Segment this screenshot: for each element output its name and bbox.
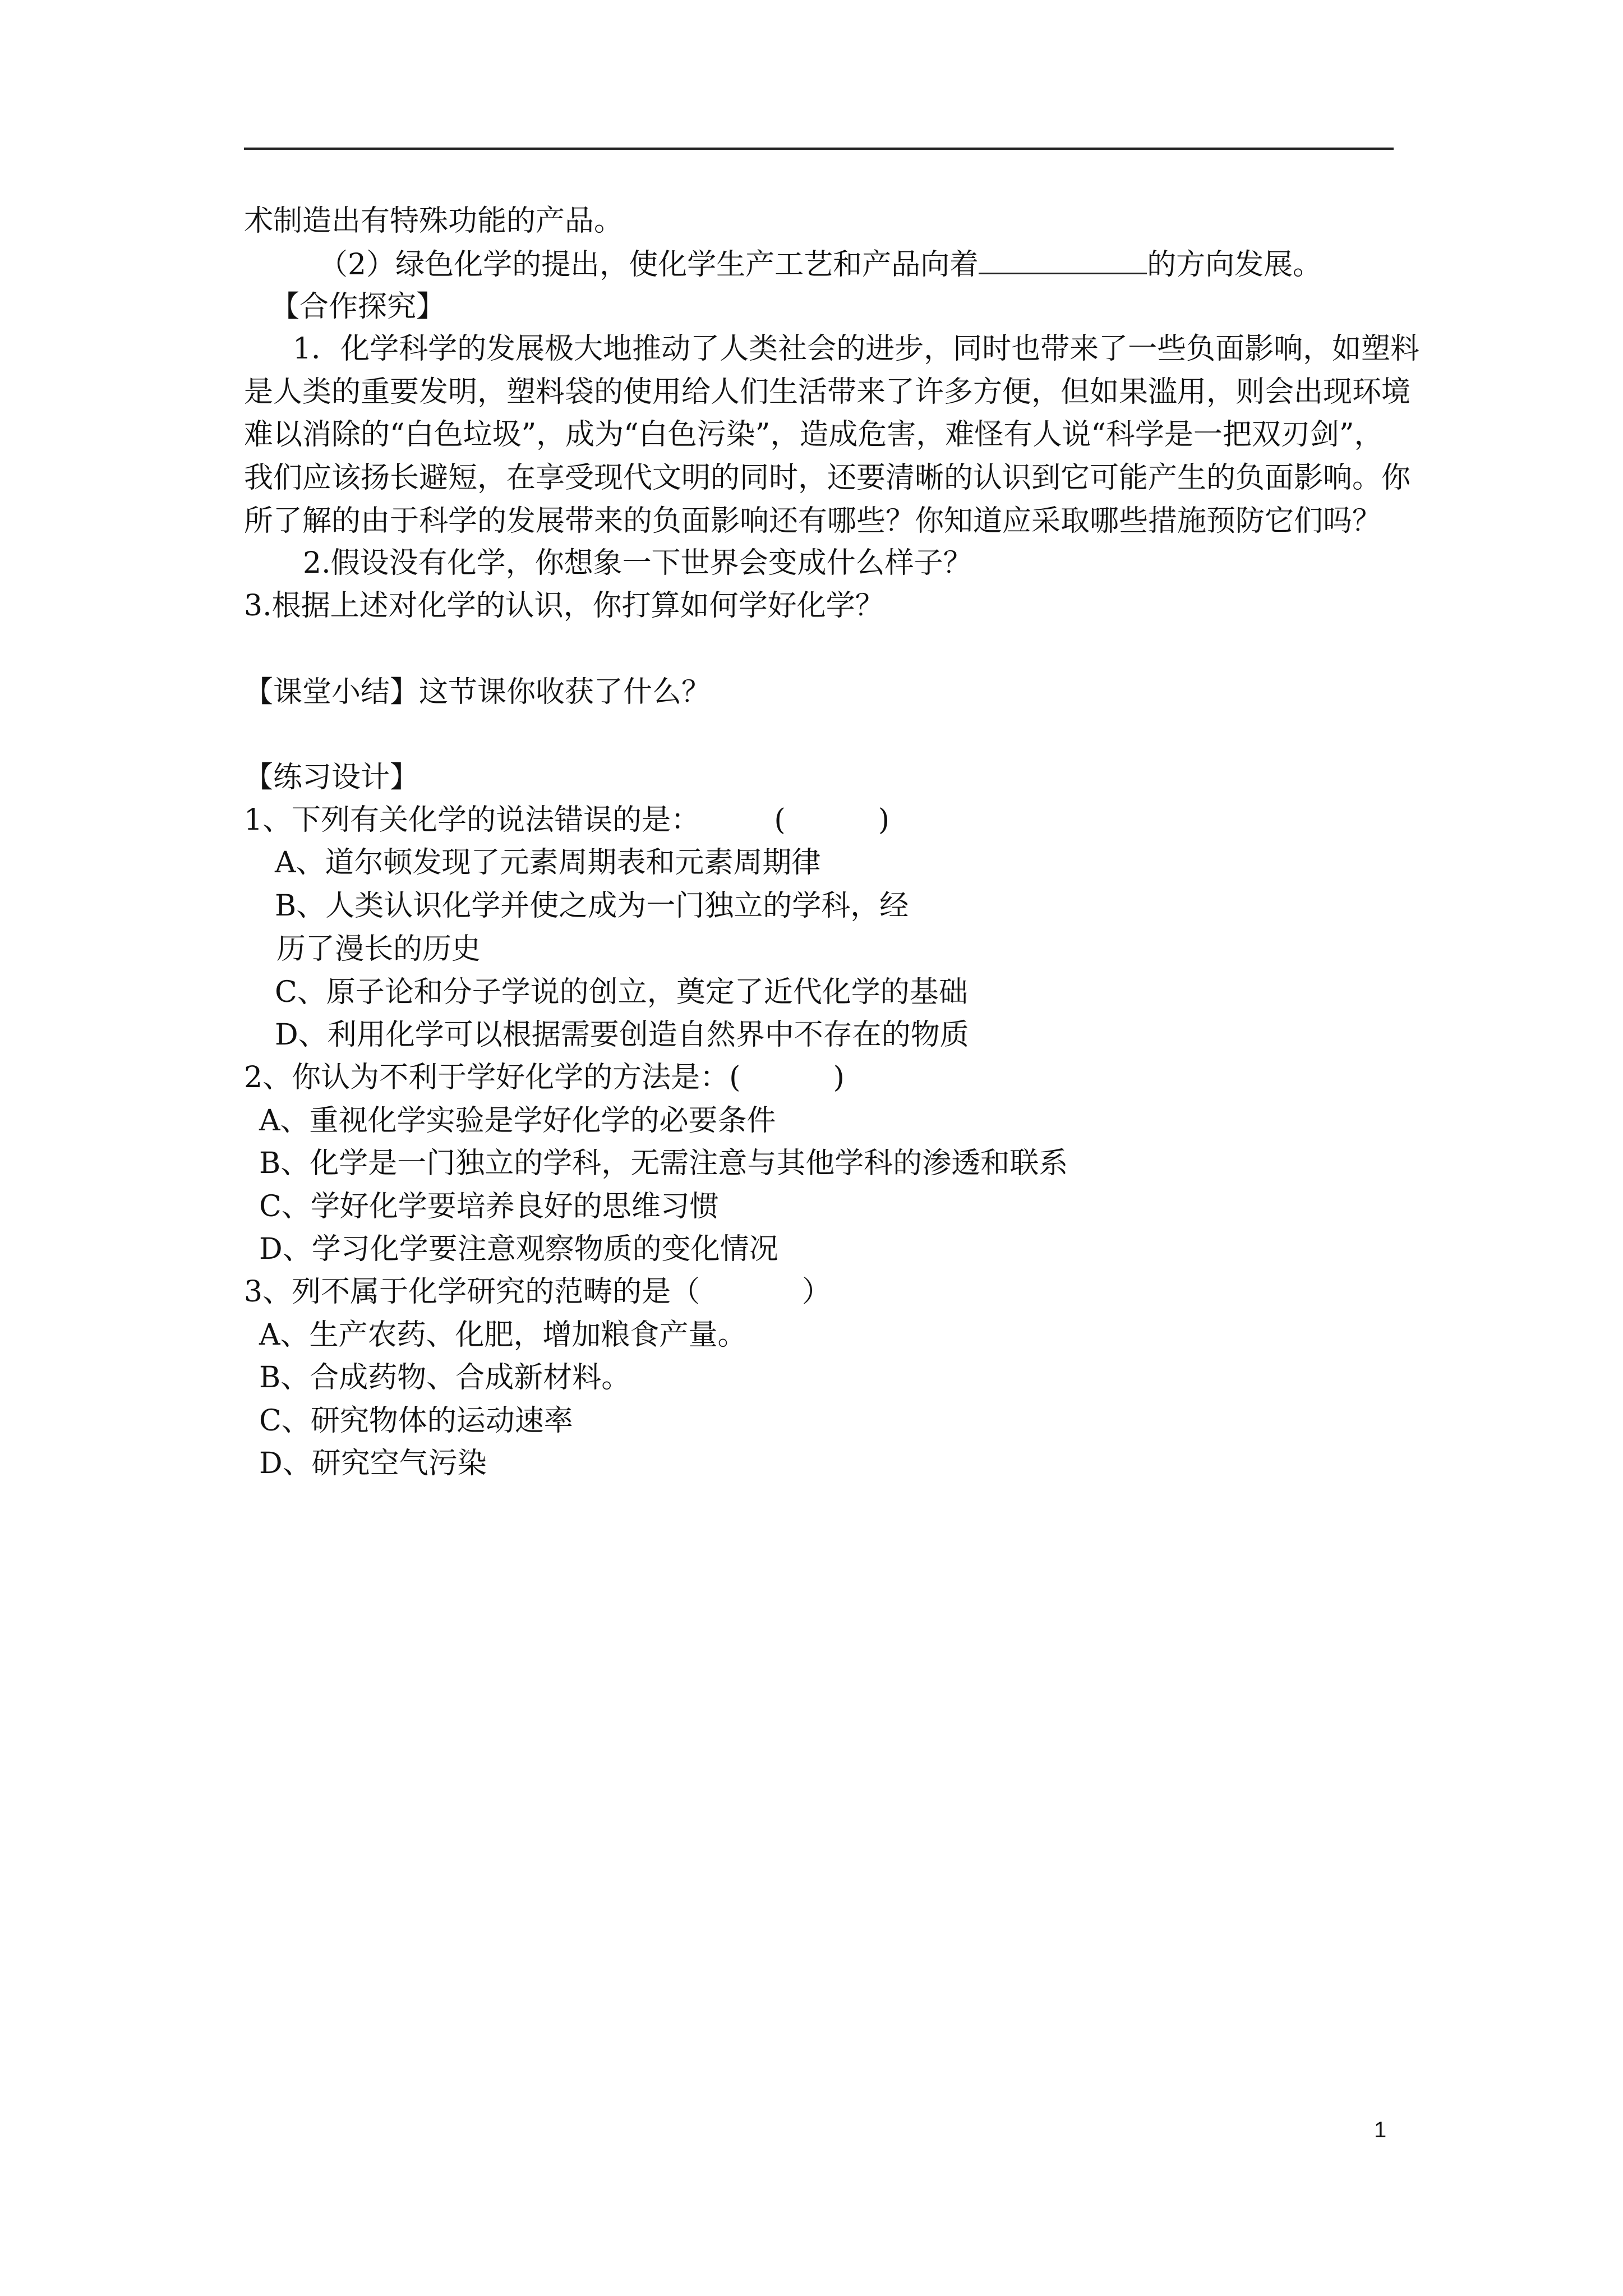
question: 3、列不属于化学研究的范畴的是（ ） [244, 1275, 831, 1309]
option: B、人类认识化学并使之成为一门独立的学科，经 [275, 889, 909, 923]
text-segment: 的方向发展。 [1147, 248, 1322, 282]
option: A、生产农药、化肥，增加粮食产量。 [259, 1318, 747, 1352]
option: C、学好化学要培养良好的思维习惯 [259, 1190, 719, 1223]
text-line: 1．化学科学的发展极大地推动了人类社会的进步，同时也带来了一些负面影响，如塑料 [293, 332, 1420, 366]
section-heading: 【练习设计】 [244, 761, 419, 794]
option: B、合成药物、合成新材料。 [259, 1361, 631, 1395]
option: A、道尔顿发现了元素周期表和元素周期律 [275, 846, 821, 880]
section-heading: 【合作探究】 [270, 290, 446, 324]
option: B、化学是一门独立的学科，无需注意与其他学科的渗透和联系 [259, 1147, 1068, 1180]
page-number: 1 [1374, 2118, 1387, 2142]
option: D、研究空气污染 [259, 1447, 487, 1480]
text-line: 所了解的由于科学的发展带来的负面影响还有哪些？你知道应采取哪些措施预防它们吗？ [244, 504, 1382, 538]
header-rule [244, 148, 1394, 150]
question: 1、下列有关化学的说法错误的是： ( ) [244, 803, 890, 837]
option: D、学习化学要注意观察物质的变化情况 [259, 1232, 778, 1266]
text-line: 术制造出有特殊功能的产品。 [244, 204, 624, 238]
option: A、重视化学实验是学好化学的必要条件 [259, 1104, 776, 1138]
text-line: 3.根据上述对化学的认识，你打算如何学好化学？ [244, 589, 884, 623]
option: 历了漫长的历史 [276, 932, 481, 966]
section-heading: 【课堂小结】这节课你收获了什么？ [244, 675, 711, 709]
text-line: 是人类的重要发明，塑料袋的使用给人们生活带来了许多方便，但如果滥用，则会出现环境 [244, 375, 1411, 409]
option: C、原子论和分子学说的创立，奠定了近代化学的基础 [275, 976, 968, 1009]
option: C、研究物体的运动速率 [259, 1404, 573, 1438]
text-segment: （2）绿色化学的提出，使化学生产工艺和产品向着 [319, 248, 979, 282]
question: 2、你认为不利于学好化学的方法是：( ) [244, 1061, 845, 1094]
text-line-with-blank [319, 246, 1322, 283]
text-line: 难以消除的“白色垃圾”，成为“白色污染”，造成危害，难怪有人说“科学是一把双刃剑”， [244, 418, 1384, 452]
option: D、利用化学可以根据需要创造自然界中不存在的物质 [275, 1018, 969, 1052]
fill-blank [979, 246, 1147, 274]
text-line: 2.假设没有化学，你想象一下世界会变成什么样子？ [303, 546, 972, 580]
text-line: 我们应该扬长避短，在享受现代文明的同时，还要清晰的认识到它可能产生的负面影响。你 [244, 461, 1411, 495]
